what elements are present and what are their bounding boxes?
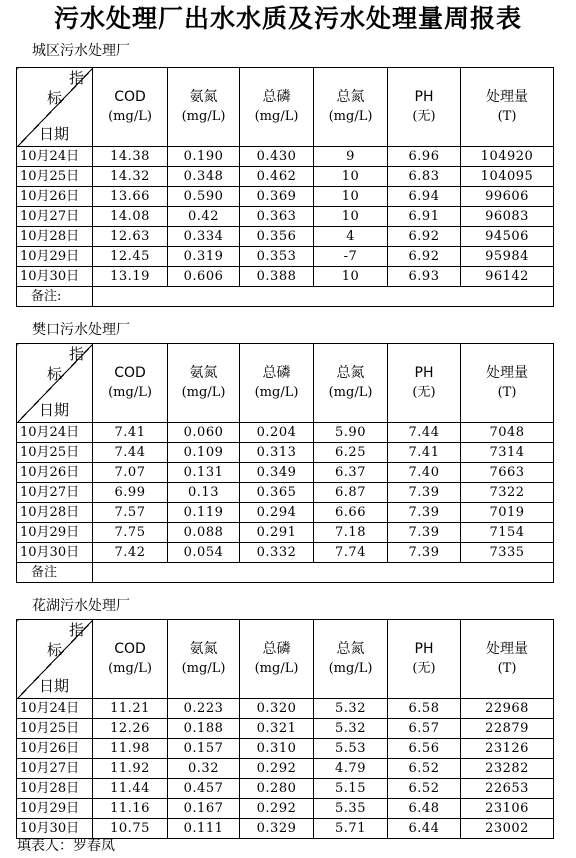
value-cell: 11.21 — [93, 699, 168, 719]
value-cell: 7019 — [461, 503, 554, 523]
diag-label-bottom: 日期 — [39, 125, 70, 143]
value-cell: 6.37 — [314, 463, 388, 483]
value-cell: 5.35 — [314, 799, 388, 819]
diag-label-bottom: 日期 — [39, 401, 70, 419]
value-cell: 0.190 — [168, 147, 240, 167]
table-row — [17, 819, 554, 839]
value-cell: 11.98 — [93, 739, 168, 759]
value-cell: 0.060 — [168, 423, 240, 443]
value-cell: 6.25 — [314, 443, 388, 463]
value-cell: 0.32 — [168, 759, 240, 779]
column-header — [314, 68, 388, 147]
column-unit: (T) — [497, 661, 517, 676]
diag-label-top: 指 — [69, 69, 85, 87]
date-cell: 10月24日 — [17, 423, 93, 443]
value-cell: 6.91 — [388, 207, 461, 227]
value-cell: 14.32 — [93, 167, 168, 187]
value-cell: 99606 — [461, 187, 554, 207]
value-cell: 6.57 — [388, 719, 461, 739]
table-row — [17, 207, 554, 227]
column-unit: (无) — [412, 109, 436, 124]
value-cell: 0.606 — [168, 267, 240, 287]
value-cell: 12.63 — [93, 227, 168, 247]
table-row — [17, 739, 554, 759]
column-unit: (mg/L) — [181, 661, 226, 676]
value-cell: 6.96 — [388, 147, 461, 167]
value-cell: -7 — [314, 247, 388, 267]
value-cell: 7335 — [461, 543, 554, 563]
value-cell: 7322 — [461, 483, 554, 503]
value-cell: 6.52 — [388, 759, 461, 779]
column-unit: (mg/L) — [108, 109, 152, 124]
table-row — [17, 779, 554, 799]
value-cell: 4.79 — [314, 759, 388, 779]
value-cell: 0.590 — [168, 187, 240, 207]
table-fankou — [16, 343, 554, 583]
diag-label-mid: 标 — [47, 641, 63, 659]
value-cell: 23282 — [461, 759, 554, 779]
value-cell: 0.365 — [240, 483, 314, 503]
value-cell: 22879 — [461, 719, 554, 739]
plant-name-fankou: 樊口污水处理厂 — [32, 322, 130, 338]
table-row — [17, 247, 554, 267]
value-cell: 0.310 — [240, 739, 314, 759]
value-cell: 5.32 — [314, 719, 388, 739]
column-unit: (T) — [497, 385, 517, 400]
column-header — [93, 620, 168, 699]
value-cell: 7.42 — [93, 543, 168, 563]
value-cell: 95984 — [461, 247, 554, 267]
date-cell: 10月30日 — [17, 267, 93, 287]
value-cell: 0.457 — [168, 779, 240, 799]
value-cell: 6.92 — [388, 247, 461, 267]
column-header — [93, 68, 168, 147]
value-cell: 5.90 — [314, 423, 388, 443]
value-cell: 23106 — [461, 799, 554, 819]
note-row — [17, 287, 554, 307]
value-cell: 7.39 — [388, 503, 461, 523]
value-cell: 11.16 — [93, 799, 168, 819]
date-cell: 10月29日 — [17, 799, 93, 819]
column-header — [240, 344, 314, 423]
value-cell: 22653 — [461, 779, 554, 799]
value-cell: 6.48 — [388, 799, 461, 819]
value-cell: 0.320 — [240, 699, 314, 719]
column-header — [93, 344, 168, 423]
report-title: 污水处理厂出水水质及污水处理量周报表 — [53, 4, 522, 33]
value-cell: 11.44 — [93, 779, 168, 799]
table-row — [17, 699, 554, 719]
plant-name-chengqu: 城区污水处理厂 — [32, 43, 130, 59]
value-cell: 0.131 — [168, 463, 240, 483]
value-cell: 0.111 — [168, 819, 240, 839]
value-cell: 7.39 — [388, 483, 461, 503]
value-cell: 5.53 — [314, 739, 388, 759]
date-cell: 10月26日 — [17, 739, 93, 759]
column-name: 总磷 — [262, 89, 291, 105]
value-cell: 0.363 — [240, 207, 314, 227]
value-cell: 0.329 — [240, 819, 314, 839]
value-cell: 12.45 — [93, 247, 168, 267]
value-cell: 0.430 — [240, 147, 314, 167]
value-cell: 7.39 — [388, 523, 461, 543]
diagonal-header-cell — [17, 68, 93, 147]
table-chengqu — [16, 67, 554, 307]
diag-label-bottom: 日期 — [39, 677, 70, 695]
column-unit: (T) — [497, 109, 517, 124]
value-cell: 6.44 — [388, 819, 461, 839]
value-cell: 7.74 — [314, 543, 388, 563]
table-row — [17, 267, 554, 287]
value-cell: 7.18 — [314, 523, 388, 543]
column-unit: (mg/L) — [328, 385, 373, 400]
date-cell: 10月26日 — [17, 463, 93, 483]
column-name: 总氮 — [336, 89, 365, 105]
date-cell: 10月27日 — [17, 759, 93, 779]
value-cell: 0.188 — [168, 719, 240, 739]
diag-label-top: 指 — [69, 621, 85, 639]
value-cell: 23002 — [461, 819, 554, 839]
column-unit: (mg/L) — [181, 385, 226, 400]
note-content — [93, 287, 554, 307]
column-name: 总氮 — [336, 365, 365, 381]
value-cell: 7048 — [461, 423, 554, 443]
value-cell: 7.41 — [93, 423, 168, 443]
value-cell: 10.75 — [93, 819, 168, 839]
date-cell: 10月26日 — [17, 187, 93, 207]
value-cell: 0.109 — [168, 443, 240, 463]
value-cell: 0.332 — [240, 543, 314, 563]
value-cell: 4 — [314, 227, 388, 247]
value-cell: 7154 — [461, 523, 554, 543]
column-name: 总磷 — [262, 365, 291, 381]
table-row — [17, 423, 554, 443]
column-header — [314, 620, 388, 699]
value-cell: 0.369 — [240, 187, 314, 207]
value-cell: 10 — [314, 187, 388, 207]
table-row — [17, 759, 554, 779]
value-cell: 0.157 — [168, 739, 240, 759]
value-cell: 0.280 — [240, 779, 314, 799]
table-row — [17, 719, 554, 739]
column-unit: (mg/L) — [254, 661, 299, 676]
column-name: PH — [414, 641, 434, 657]
table-row — [17, 227, 554, 247]
column-name: 处理量 — [486, 89, 528, 105]
value-cell: 0.054 — [168, 543, 240, 563]
table-row — [17, 523, 554, 543]
plant-name-huahu: 花湖污水处理厂 — [32, 598, 130, 614]
value-cell: 0.356 — [240, 227, 314, 247]
column-header — [388, 620, 461, 699]
column-unit: (无) — [412, 385, 436, 400]
column-name: COD — [114, 365, 146, 381]
column-unit: (mg/L) — [254, 385, 299, 400]
value-cell: 14.08 — [93, 207, 168, 227]
column-name: 氨氮 — [189, 89, 218, 105]
value-cell: 7.44 — [388, 423, 461, 443]
value-cell: 96142 — [461, 267, 554, 287]
column-header — [388, 344, 461, 423]
value-cell: 22968 — [461, 699, 554, 719]
note-row — [17, 563, 554, 583]
column-unit: (mg/L) — [108, 661, 152, 676]
value-cell: 0.204 — [240, 423, 314, 443]
value-cell: 6.93 — [388, 267, 461, 287]
column-unit: (mg/L) — [181, 109, 226, 124]
table-row — [17, 443, 554, 463]
value-cell: 7.07 — [93, 463, 168, 483]
value-cell: 10 — [314, 207, 388, 227]
value-cell: 7.57 — [93, 503, 168, 523]
value-cell: 7.39 — [388, 543, 461, 563]
value-cell: 7.44 — [93, 443, 168, 463]
value-cell: 0.321 — [240, 719, 314, 739]
column-name: PH — [414, 89, 434, 105]
value-cell: 0.292 — [240, 799, 314, 819]
table-row — [17, 799, 554, 819]
column-header — [314, 344, 388, 423]
table-row — [17, 463, 554, 483]
column-name: COD — [114, 89, 146, 105]
header-row — [17, 620, 554, 699]
value-cell: 7.75 — [93, 523, 168, 543]
date-cell: 10月28日 — [17, 779, 93, 799]
value-cell: 11.92 — [93, 759, 168, 779]
value-cell: 0.292 — [240, 759, 314, 779]
table-row — [17, 543, 554, 563]
date-cell: 10月30日 — [17, 543, 93, 563]
value-cell: 5.15 — [314, 779, 388, 799]
value-cell: 6.94 — [388, 187, 461, 207]
value-cell: 7314 — [461, 443, 554, 463]
date-cell: 10月25日 — [17, 719, 93, 739]
table-huahu — [16, 619, 554, 839]
table-row — [17, 483, 554, 503]
value-cell: 10 — [314, 167, 388, 187]
value-cell: 5.71 — [314, 819, 388, 839]
value-cell: 0.294 — [240, 503, 314, 523]
date-cell: 10月30日 — [17, 819, 93, 839]
date-cell: 10月24日 — [17, 699, 93, 719]
date-cell: 10月29日 — [17, 523, 93, 543]
note-content — [93, 563, 554, 583]
value-cell: 6.52 — [388, 779, 461, 799]
column-header — [240, 68, 314, 147]
header-row — [17, 68, 554, 147]
value-cell: 9 — [314, 147, 388, 167]
column-name: COD — [114, 641, 146, 657]
column-header — [461, 620, 554, 699]
value-cell: 104920 — [461, 147, 554, 167]
value-cell: 5.32 — [314, 699, 388, 719]
value-cell: 96083 — [461, 207, 554, 227]
value-cell: 13.19 — [93, 267, 168, 287]
column-header — [461, 68, 554, 147]
value-cell: 0.334 — [168, 227, 240, 247]
table-row — [17, 503, 554, 523]
diag-label-mid: 标 — [47, 365, 63, 383]
table-row — [17, 147, 554, 167]
value-cell: 104095 — [461, 167, 554, 187]
value-cell: 6.99 — [93, 483, 168, 503]
header-row — [17, 344, 554, 423]
value-cell: 13.66 — [93, 187, 168, 207]
value-cell: 0.119 — [168, 503, 240, 523]
value-cell: 0.319 — [168, 247, 240, 267]
diagonal-header-cell — [17, 620, 93, 699]
column-header — [461, 344, 554, 423]
note-label: 备注: — [17, 287, 93, 307]
note-label: 备注 — [17, 563, 93, 583]
value-cell: 6.56 — [388, 739, 461, 759]
column-header — [168, 344, 240, 423]
diagonal-header-cell — [17, 344, 93, 423]
date-cell: 10月25日 — [17, 443, 93, 463]
value-cell: 7663 — [461, 463, 554, 483]
value-cell: 7.40 — [388, 463, 461, 483]
column-unit: (mg/L) — [108, 385, 152, 400]
date-cell: 10月24日 — [17, 147, 93, 167]
column-name: 处理量 — [486, 365, 528, 381]
value-cell: 23126 — [461, 739, 554, 759]
value-cell: 0.388 — [240, 267, 314, 287]
column-name: 氨氮 — [189, 641, 218, 657]
value-cell: 0.348 — [168, 167, 240, 187]
column-name: 总氮 — [336, 641, 365, 657]
column-unit: (mg/L) — [328, 109, 373, 124]
column-unit: (mg/L) — [328, 661, 373, 676]
value-cell: 0.167 — [168, 799, 240, 819]
value-cell: 6.58 — [388, 699, 461, 719]
table-row — [17, 167, 554, 187]
table-row — [17, 187, 554, 207]
column-name: PH — [414, 365, 434, 381]
value-cell: 6.87 — [314, 483, 388, 503]
value-cell: 6.83 — [388, 167, 461, 187]
value-cell: 7.41 — [388, 443, 461, 463]
value-cell: 0.353 — [240, 247, 314, 267]
date-cell: 10月28日 — [17, 227, 93, 247]
column-header — [388, 68, 461, 147]
column-name: 处理量 — [486, 641, 528, 657]
value-cell: 0.349 — [240, 463, 314, 483]
value-cell: 0.291 — [240, 523, 314, 543]
column-name: 总磷 — [262, 641, 291, 657]
value-cell: 0.223 — [168, 699, 240, 719]
date-cell: 10月25日 — [17, 167, 93, 187]
column-header — [168, 620, 240, 699]
value-cell: 6.66 — [314, 503, 388, 523]
date-cell: 10月27日 — [17, 483, 93, 503]
date-cell: 10月29日 — [17, 247, 93, 267]
column-header — [168, 68, 240, 147]
value-cell: 14.38 — [93, 147, 168, 167]
column-unit: (无) — [412, 661, 436, 676]
date-cell: 10月28日 — [17, 503, 93, 523]
value-cell: 0.313 — [240, 443, 314, 463]
date-cell: 10月27日 — [17, 207, 93, 227]
value-cell: 0.088 — [168, 523, 240, 543]
value-cell: 0.42 — [168, 207, 240, 227]
value-cell: 10 — [314, 267, 388, 287]
value-cell: 0.13 — [168, 483, 240, 503]
diag-label-top: 指 — [69, 345, 85, 363]
value-cell: 0.462 — [240, 167, 314, 187]
value-cell: 94506 — [461, 227, 554, 247]
filler-signature: 填表人：罗春凤 — [17, 838, 115, 854]
column-unit: (mg/L) — [254, 109, 299, 124]
diag-label-mid: 标 — [47, 89, 63, 107]
column-name: 氨氮 — [189, 365, 218, 381]
value-cell: 12.26 — [93, 719, 168, 739]
value-cell: 6.92 — [388, 227, 461, 247]
column-header — [240, 620, 314, 699]
